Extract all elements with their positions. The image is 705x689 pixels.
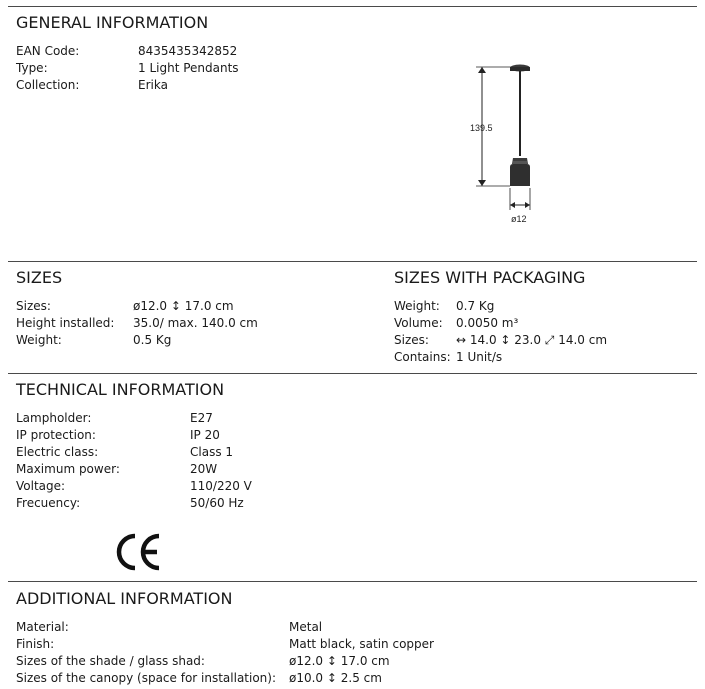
type-value: 1 Light Pendants xyxy=(138,61,239,75)
weight-value: 0.5 Kg xyxy=(133,333,172,347)
type-label: Type: xyxy=(16,61,48,75)
technical-title: TECHNICAL INFORMATION xyxy=(16,380,225,399)
collection-label: Collection: xyxy=(16,78,80,92)
voltage-label: Voltage: xyxy=(16,479,66,493)
lampholder-label: Lampholder: xyxy=(16,411,92,425)
lampholder-value: E27 xyxy=(190,411,213,425)
power-label: Maximum power: xyxy=(16,462,120,476)
pack-sizes-label: Sizes: xyxy=(394,333,429,347)
pack-volume-label: Volume: xyxy=(394,316,443,330)
height-arrow-bottom xyxy=(478,180,486,186)
collection-value: Erika xyxy=(138,78,168,92)
finish-value: Matt black, satin copper xyxy=(289,637,434,651)
sizes-value: ø12.0 ↕ 17.0 cm xyxy=(133,299,234,313)
shade-sizes-label: Sizes of the shade / glass shad: xyxy=(16,654,205,668)
shade-body xyxy=(510,164,530,186)
pack-contains-label: Contains: xyxy=(394,350,451,364)
height-arrow-top xyxy=(478,67,486,73)
divider-sizes xyxy=(8,261,697,262)
power-value: 20W xyxy=(190,462,218,476)
pack-weight-label: Weight: xyxy=(394,299,440,313)
ce-mark-icon xyxy=(115,532,163,572)
pack-weight-value: 0.7 Kg xyxy=(456,299,495,313)
voltage-value: 110/220 V xyxy=(190,479,252,493)
height-label: 139.5 xyxy=(470,123,493,133)
packaging-title: SIZES WITH PACKAGING xyxy=(394,268,586,287)
height-installed-value: 35.0/ max. 140.0 cm xyxy=(133,316,258,330)
diameter-label: ø12 xyxy=(511,214,527,224)
material-label: Material: xyxy=(16,620,69,634)
frequency-label: Frecuency: xyxy=(16,496,81,510)
finish-label: Finish: xyxy=(16,637,55,651)
class-label: Electric class: xyxy=(16,445,99,459)
sizes-label: Sizes: xyxy=(16,299,51,313)
shade-sizes-value: ø12.0 ↕ 17.0 cm xyxy=(289,654,390,668)
class-value: Class 1 xyxy=(190,445,234,459)
canopy-sizes-value: ø10.0 ↕ 2.5 cm xyxy=(289,671,382,685)
height-installed-label: Height installed: xyxy=(16,316,115,330)
pendant-dimension-diagram xyxy=(466,60,546,230)
frequency-value: 50/60 Hz xyxy=(190,496,244,510)
ip-value: IP 20 xyxy=(190,428,220,442)
pack-contains-value: 1 Unit/s xyxy=(456,350,503,364)
divider-additional xyxy=(8,581,697,582)
pack-volume-value: 0.0050 m³ xyxy=(456,316,519,330)
divider-general xyxy=(8,6,697,7)
material-value: Metal xyxy=(289,620,323,634)
sizes-title: SIZES xyxy=(16,268,63,287)
ip-label: IP protection: xyxy=(16,428,96,442)
general-title: GENERAL INFORMATION xyxy=(16,13,209,32)
pack-sizes-value: ↔ 14.0 ↕ 23.0 ⤢ 14.0 cm xyxy=(456,333,608,347)
canopy-sizes-label: Sizes of the canopy (space for installation): xyxy=(16,671,277,685)
additional-title: ADDITIONAL INFORMATION xyxy=(16,589,233,608)
ean-value: 8435435342852 xyxy=(138,44,238,58)
divider-technical xyxy=(8,373,697,374)
ean-label: EAN Code: xyxy=(16,44,80,58)
weight-label: Weight: xyxy=(16,333,62,347)
